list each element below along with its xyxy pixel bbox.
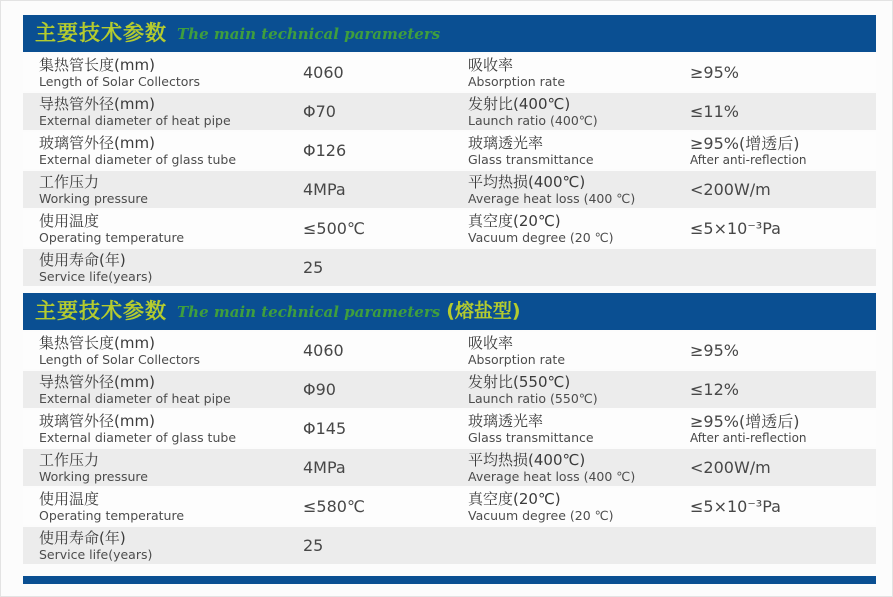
bottom-divider-bar [23, 576, 876, 584]
param-label-cn: 集热管长度(mm) [39, 334, 155, 352]
table-row [23, 171, 876, 208]
param2-label-cn: 真空度(20℃) [468, 490, 561, 508]
param-label-cn: 工作压力 [39, 451, 100, 469]
param-label-en: Operating temperature [39, 230, 185, 245]
param-label-cn: 导热管外径(mm) [39, 373, 155, 391]
param2-label-cn: 平均热损(400℃) [468, 173, 586, 191]
param2-label-cn: 吸收率 [468, 334, 514, 352]
table-row [23, 371, 876, 408]
section-header-bar [23, 293, 876, 330]
param-label-en: Length of Solar Collectors [39, 74, 201, 89]
param2-value-text: ≤11% [690, 101, 739, 121]
section-main-parameters [23, 15, 876, 286]
param2-value [690, 412, 876, 446]
param2-label [468, 56, 690, 89]
param-value-text: ≤500℃ [303, 218, 365, 238]
table-row [23, 54, 876, 91]
param-value [303, 497, 468, 516]
param-value-text: 4060 [303, 62, 344, 82]
param2-label-en: Absorption rate [468, 352, 566, 367]
param-label-cn: 使用温度 [39, 212, 100, 230]
param2-value-note: After anti-reflection [690, 152, 807, 167]
param2-label-cn: 玻璃透光率 [468, 412, 544, 430]
param-label-cn: 使用寿命(年) [39, 251, 126, 269]
param-value [303, 141, 468, 160]
section-title-cn: 主要技术参数 [35, 21, 167, 45]
param-label-cn: 导热管外径(mm) [39, 95, 155, 113]
param2-value-text: ≤12% [690, 379, 739, 399]
param2-label-cn: 平均热损(400℃) [468, 451, 586, 469]
table-row [23, 527, 876, 564]
param2-value-text: ≥95% [690, 340, 739, 360]
param-value-text: 25 [303, 535, 324, 555]
param-label [39, 412, 303, 445]
param2-value [690, 134, 876, 168]
param2-value [690, 497, 876, 516]
param-label [39, 451, 303, 484]
param2-label-cn: 吸收率 [468, 56, 514, 74]
table-row [23, 249, 876, 286]
param2-label-en: Average heat loss (400 ℃) [468, 469, 636, 484]
param2-label-en: Average heat loss (400 ℃) [468, 191, 636, 206]
param2-label [468, 134, 690, 167]
param2-value [690, 380, 876, 399]
param-value-text: 4060 [303, 340, 344, 360]
table-row [23, 410, 876, 447]
param-label [39, 373, 303, 406]
param-value [303, 219, 468, 238]
param-value [303, 536, 468, 555]
param2-value-note: After anti-reflection [690, 430, 807, 445]
param-label-cn: 玻璃管外径(mm) [39, 134, 155, 152]
param2-label-en: Vacuum degree (20 ℃) [468, 508, 614, 523]
param-value-text: 4MPa [303, 179, 346, 199]
param2-label-en: Glass transmittance [468, 152, 594, 167]
spec-sheet-content [23, 15, 876, 566]
param-label-cn: 工作压力 [39, 173, 100, 191]
param-label-cn: 集热管长度(mm) [39, 56, 155, 74]
param2-label [468, 451, 690, 484]
param2-value-text: ≥95%(增透后) [690, 133, 800, 153]
param-label [39, 95, 303, 128]
table-row [23, 332, 876, 369]
section-title-en: The main technical parameters [177, 25, 441, 43]
section-header-bar [23, 15, 876, 52]
param2-label [468, 490, 690, 523]
param2-label-en: Absorption rate [468, 74, 566, 89]
param2-label-cn: 真空度(20℃) [468, 212, 561, 230]
param-label-en: Operating temperature [39, 508, 185, 523]
table-row [23, 93, 876, 130]
param-label-cn: 使用寿命(年) [39, 529, 126, 547]
param-label-cn: 使用温度 [39, 490, 100, 508]
param-value [303, 419, 468, 438]
param-label [39, 173, 303, 206]
param2-label-en: Launch ratio (550℃) [468, 391, 598, 406]
param-label-en: External diameter of heat pipe [39, 113, 231, 128]
param-label [39, 334, 303, 367]
param2-label [468, 334, 690, 367]
param2-value-text: ≤5×10⁻³Pa [690, 496, 781, 516]
param-label-en: Working pressure [39, 469, 148, 484]
param-label-en: Working pressure [39, 191, 148, 206]
table-row [23, 132, 876, 169]
param-label-en: External diameter of glass tube [39, 152, 237, 167]
param-label-cn: 玻璃管外径(mm) [39, 412, 155, 430]
param-value [303, 258, 468, 277]
param2-label [468, 412, 690, 445]
param2-label-en: Launch ratio (400℃) [468, 113, 598, 128]
param-value-text: Φ126 [303, 140, 347, 160]
param-value-text: Φ145 [303, 418, 347, 438]
param-label-en: Length of Solar Collectors [39, 352, 201, 367]
param-value [303, 180, 468, 199]
param-label-en: Service life(years) [39, 547, 153, 562]
param-value-text: 25 [303, 257, 324, 277]
param2-value [690, 458, 876, 477]
param2-label [468, 95, 690, 128]
section-title-cn: 主要技术参数 [35, 299, 167, 323]
table-row [23, 449, 876, 486]
param2-value [690, 63, 876, 82]
param2-label-cn: 玻璃透光率 [468, 134, 544, 152]
section-title-suffix: (熔盐型) [446, 300, 521, 322]
param2-value [690, 219, 876, 238]
param2-label-cn: 发射比(400℃) [468, 95, 571, 113]
param2-value-text: ≤5×10⁻³Pa [690, 218, 781, 238]
param-value-text: Φ90 [303, 379, 336, 399]
param2-label-en: Glass transmittance [468, 430, 594, 445]
spec-table [23, 54, 876, 286]
param-label [39, 134, 303, 167]
param2-value-text: <200W/m [690, 457, 771, 477]
table-row [23, 210, 876, 247]
param-value [303, 341, 468, 360]
param-value [303, 380, 468, 399]
param2-value [690, 341, 876, 360]
param-label [39, 56, 303, 89]
param-label [39, 490, 303, 523]
param2-label-en: Vacuum degree (20 ℃) [468, 230, 614, 245]
param2-value-text: <200W/m [690, 179, 771, 199]
param2-label [468, 373, 690, 406]
param2-label [468, 173, 690, 206]
param-value-text: 4MPa [303, 457, 346, 477]
param-value [303, 458, 468, 477]
param2-label-cn: 发射比(550℃) [468, 373, 571, 391]
param-label-en: External diameter of glass tube [39, 430, 237, 445]
param-label [39, 212, 303, 245]
spec-table [23, 332, 876, 564]
param2-value-text: ≥95%(增透后) [690, 411, 800, 431]
param-value-text: Φ70 [303, 101, 336, 121]
param-label-en: Service life(years) [39, 269, 153, 284]
section-title-en: The main technical parameters [177, 303, 441, 321]
param2-value-text: ≥95% [690, 62, 739, 82]
param-label-en: External diameter of heat pipe [39, 391, 231, 406]
param-value [303, 102, 468, 121]
param2-value [690, 180, 876, 199]
section-main-parameters-molten-salt [23, 293, 876, 564]
param-label [39, 251, 303, 284]
param-value-text: ≤580℃ [303, 496, 365, 516]
param-value [303, 63, 468, 82]
param2-label [468, 212, 690, 245]
param2-value [690, 102, 876, 121]
table-row [23, 488, 876, 525]
param-label [39, 529, 303, 562]
